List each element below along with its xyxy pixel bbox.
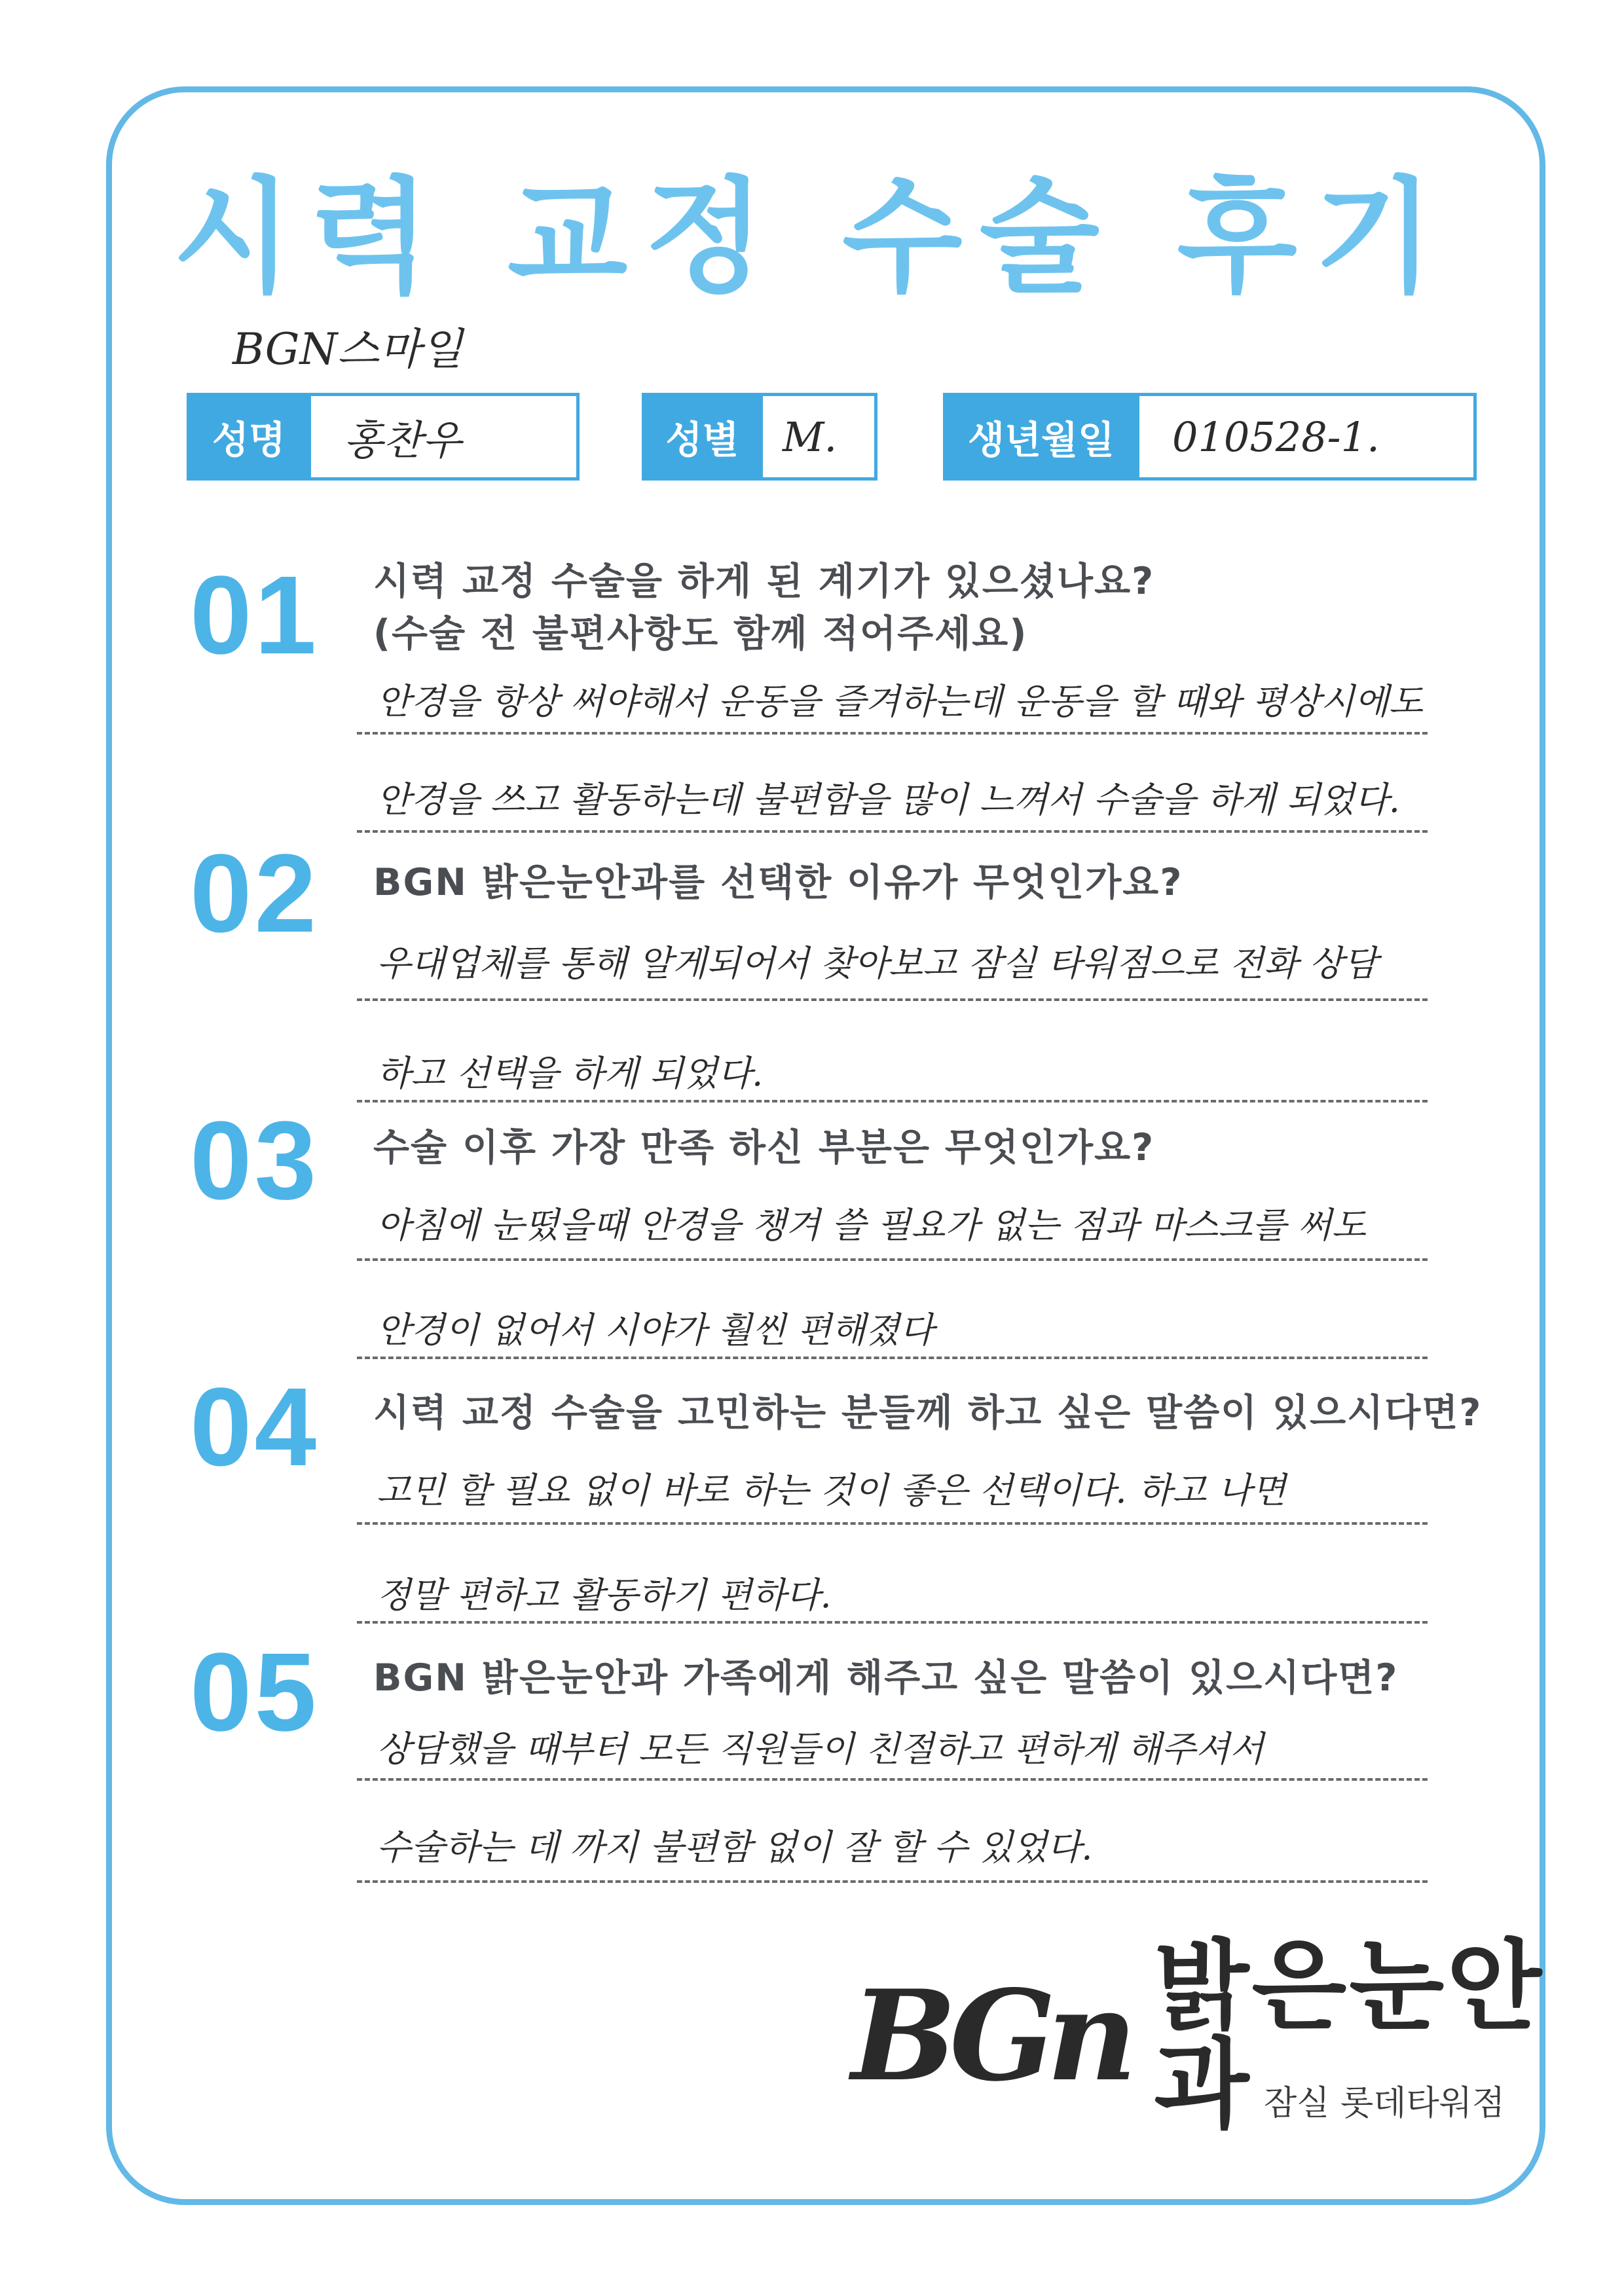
answer-04-line1: 고민 할 필요 없이 바로 하는 것이 좋은 선택이다. 하고 나면 (377, 1470, 1286, 1511)
answer-01-line1: 안경을 항상 써야해서 운동을 즐겨하는데 운동을 할 때와 평상시에도 (377, 681, 1423, 722)
question-02-line1: BGN 밝은눈안과를 선택한 이유가 무엇인가요? (373, 861, 1183, 904)
name-label: 성명 (187, 393, 311, 481)
gender-value: M. (763, 393, 877, 481)
answer-line (357, 830, 1428, 833)
page-title: 시력 교정 수술 후기 (172, 165, 1452, 310)
question-number-03: 03 (190, 1099, 320, 1223)
answer-line (357, 998, 1428, 1001)
answer-01-line2: 안경을 쓰고 활동하는데 불편함을 많이 느껴서 수술을 하게 되었다. (377, 779, 1400, 820)
answer-05-line2: 수술하는 데 까지 불편함 없이 잘 할 수 있었다. (377, 1827, 1093, 1868)
answer-line (357, 1100, 1428, 1102)
answer-line (357, 732, 1428, 735)
question-01-line1: 시력 교정 수술을 하게 된 계기가 있으셨나요? (373, 560, 1155, 603)
question-05-line1: BGN 밝은눈안과 가족에게 해주고 싶은 말씀이 있으시다면? (373, 1656, 1399, 1700)
answer-line (357, 1522, 1428, 1525)
answer-line (357, 1778, 1428, 1781)
answer-02-line2: 하고 선택을 하게 되었다. (377, 1053, 764, 1094)
handwritten-note: BGN스마일 (232, 324, 463, 374)
question-01-line2: (수술 전 불편사항도 함께 적어주세요) (373, 612, 1028, 655)
logo-name: 밝은눈안과 (1154, 1930, 1545, 2142)
question-number-04: 04 (190, 1365, 320, 1489)
answer-03-line2: 안경이 없어서 시야가 훨씬 편해졌다 (377, 1309, 934, 1351)
answer-04-line2: 정말 편하고 활동하기 편하다. (377, 1575, 832, 1616)
answer-02-line1: 우대업체를 통해 알게되어서 찾아보고 잠실 타워점으로 전화 상담 (377, 943, 1378, 984)
answer-line (357, 1258, 1428, 1261)
gender-label: 성별 (642, 393, 763, 481)
clinic-logo (851, 1930, 1624, 2142)
birth-label: 생년월일 (943, 393, 1139, 481)
name-field (187, 393, 580, 481)
branch-name: 잠실 롯데타워점 (1264, 2084, 1505, 2123)
name-value: 홍찬우 (311, 393, 580, 481)
answer-line (357, 1357, 1428, 1359)
question-03-line1: 수술 이후 가장 만족 하신 부분은 무엇인가요? (373, 1126, 1155, 1169)
birth-value: 010528-1. (1139, 393, 1477, 481)
birth-field (943, 393, 1477, 481)
answer-03-line1: 아침에 눈떴을때 안경을 챙겨 쓸 필요가 없는 점과 마스크를 써도 (377, 1205, 1366, 1246)
question-number-02: 02 (190, 831, 320, 956)
question-number-05: 05 (190, 1630, 320, 1755)
answer-line (357, 1880, 1428, 1883)
answer-line (357, 1621, 1428, 1624)
question-04-line1: 시력 교정 수술을 고민하는 분들께 하고 싶은 말씀이 있으시다면? (373, 1391, 1483, 1434)
gender-field (642, 393, 877, 481)
logo-mark: BGn (851, 1963, 1128, 2109)
answer-05-line1: 상담했을 때부터 모든 직원들이 친절하고 편하게 해주셔서 (377, 1728, 1264, 1770)
question-number-01: 01 (190, 553, 320, 678)
